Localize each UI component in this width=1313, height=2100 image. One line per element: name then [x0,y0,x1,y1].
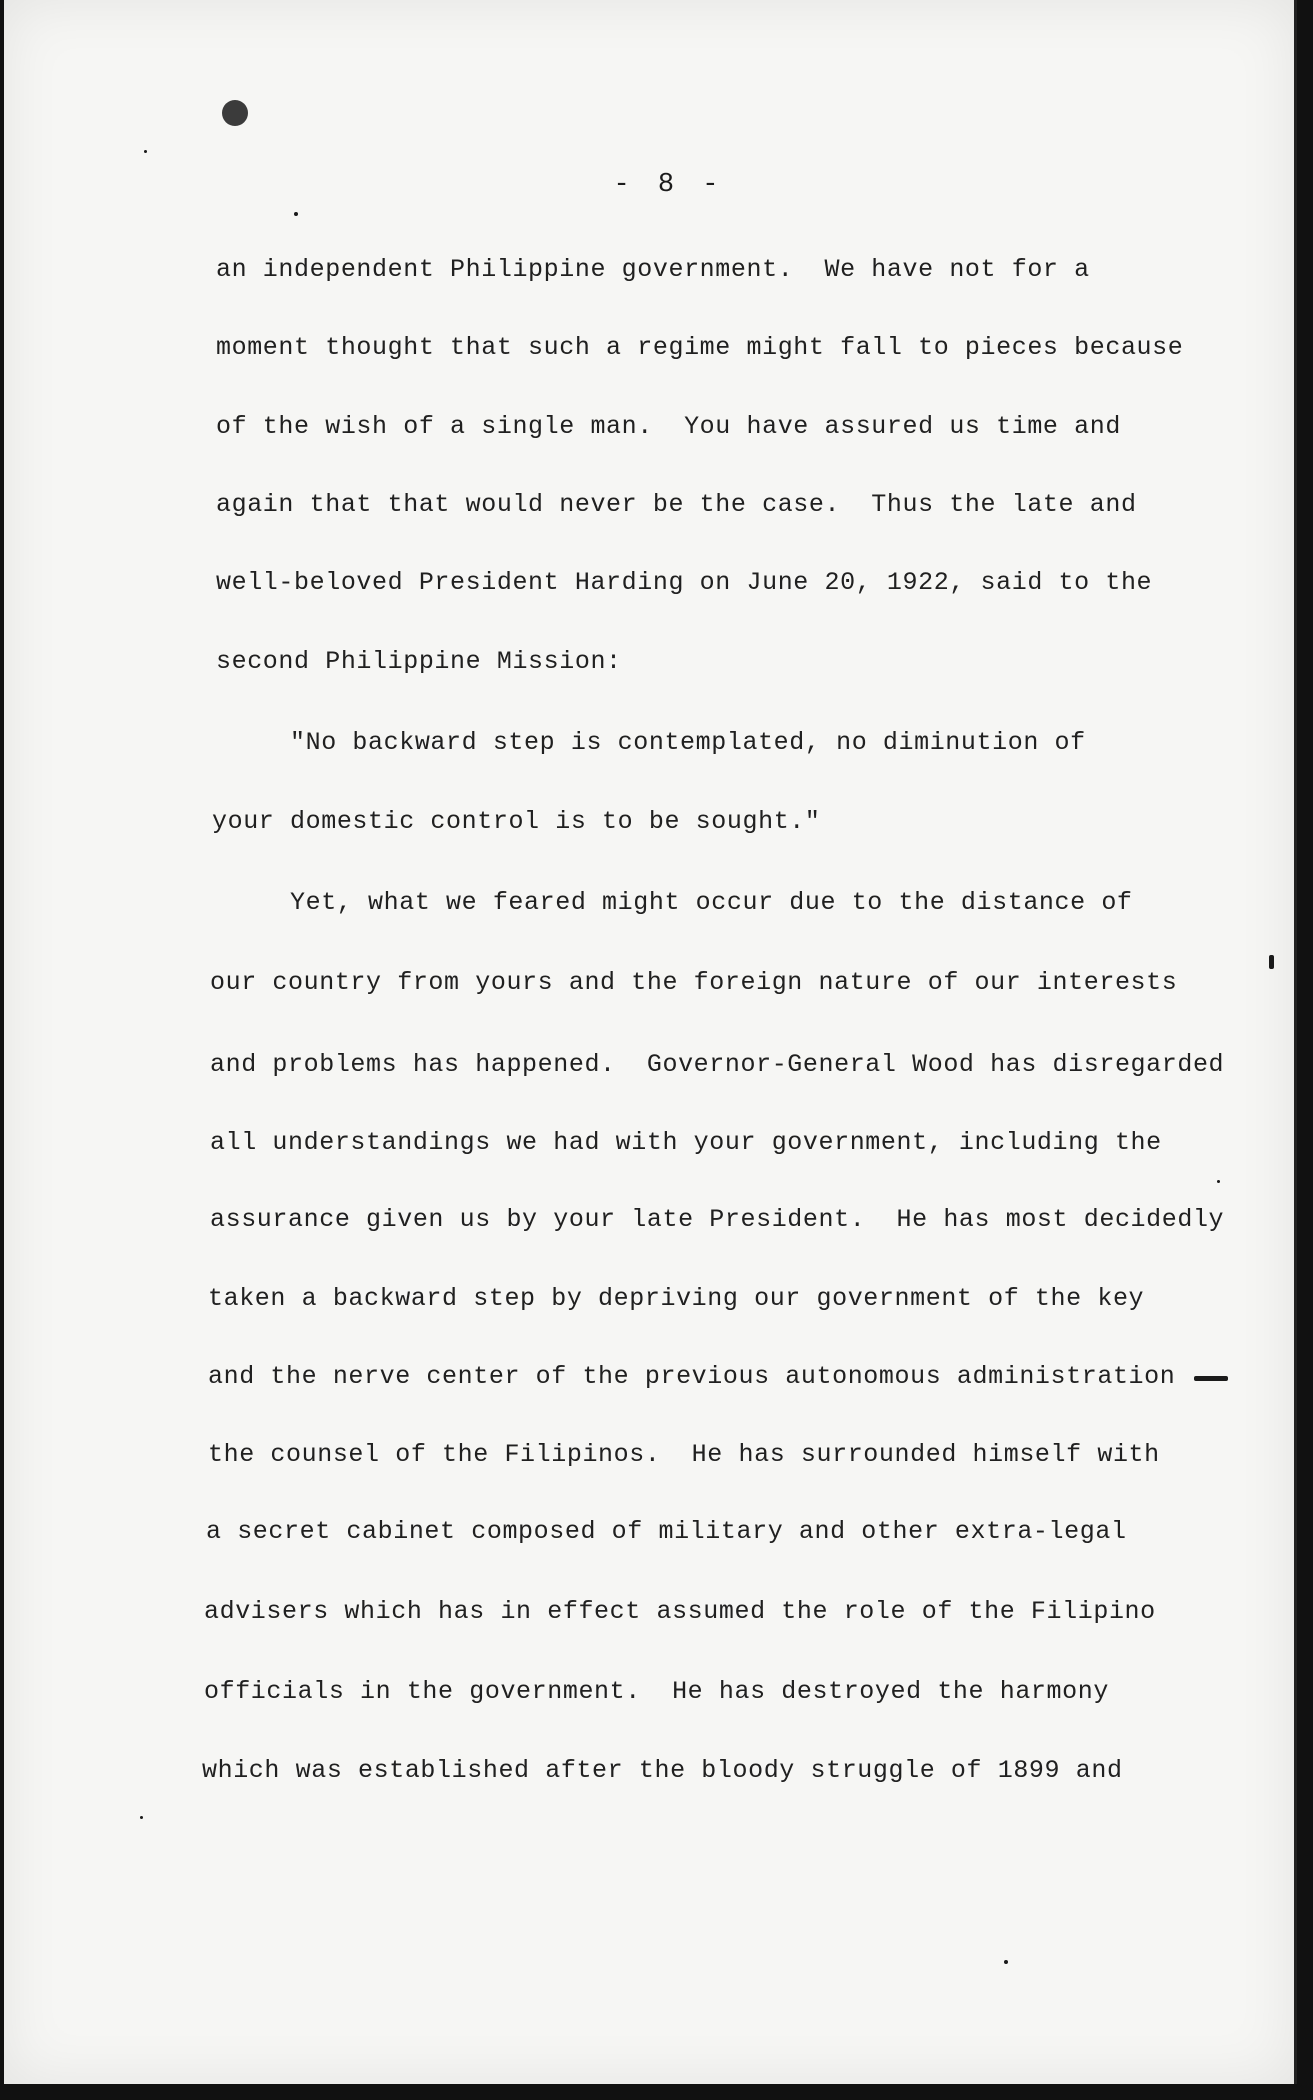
text-line: well-beloved President Harding on June 20, 1922, said to the [216,568,1153,597]
text-line: taken a backward step by depriving our government of the key [208,1284,1145,1313]
speck [1004,1960,1008,1964]
text-line: all understandings we had with your government, including the [210,1128,1162,1157]
quote-line: "No backward step is contemplated, no diminution of [290,728,1086,757]
text-line: Yet, what we feared might occur due to the distance of [290,888,1133,917]
text-line: advisers which has in effect assumed the role of the Filipino [204,1597,1156,1626]
text-line: which was established after the bloody struggle of 1899 and [202,1756,1123,1785]
handwritten-dash [1194,1376,1228,1381]
typewritten-page [4,0,1297,2084]
speck [294,212,298,216]
text-line: a secret cabinet composed of military and other extra-legal [206,1517,1127,1546]
text-line: officials in the government. He has destroyed the harmony [204,1677,1109,1706]
text-line: of the wish of a single man. You have assured us time and [216,412,1121,441]
text-line: moment thought that such a regime might fall to pieces because [216,333,1184,362]
text-line: an independent Philippine government. We have not for a [216,255,1090,284]
page-number: - 8 - [613,170,725,200]
speck [1269,955,1274,969]
speck [1217,1180,1220,1183]
text-line: and problems has happened. Governor-General Wood has disregarded [210,1050,1225,1079]
speck [144,150,147,153]
text-line: and the nerve center of the previous autonomous administration [208,1362,1176,1391]
speck [140,1816,143,1819]
ink-blot [222,100,248,126]
text-line: our country from yours and the foreign nature of our interests [210,968,1178,997]
text-line: the counsel of the Filipinos. He has surrounded himself with [208,1440,1160,1469]
text-line: assurance given us by your late President. He has most decidedly [210,1205,1225,1234]
text-line: second Philippine Mission: [216,647,622,676]
text-line: again that that would never be the case. Thus the late and [216,490,1137,519]
quote-line: your domestic control is to be sought." [212,807,821,836]
